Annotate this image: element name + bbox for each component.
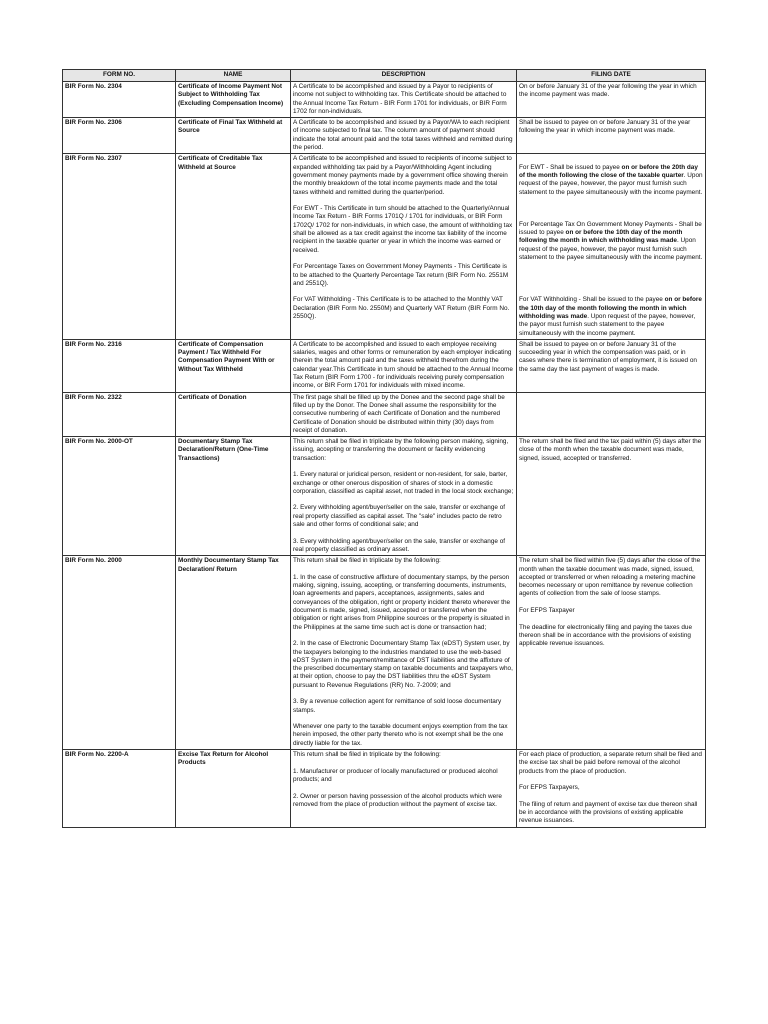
filing-text: For EWT - Shall be issued to payee: [519, 163, 622, 171]
filing-paragraph: For EFPS Taxpayers,: [519, 784, 580, 792]
header-description: DESCRIPTION: [291, 70, 517, 82]
filing-text: For VAT Withholding - Shall be issued to the payee: [519, 296, 665, 304]
description-paragraph: A Certificate to be accomplished and issued to each employee receiving salaries, wages and other forms or remuneration by each employer indicating therein the total amount paid and the taxes withheld therefrom during the calendar year.This Certificate in turn should be attached to the Annual Income Tax Return (BIR Form 1700 - for individuals receiving purely compensation income, or BIR Form 1701 for individuals with mixed income.: [293, 340, 513, 390]
form-name: Certificate of Compensation Payment / Tax Withheld For Compensation Payment With or Without Tax Withheld: [176, 339, 291, 392]
form-name: Certificate of Income Payment Not Subject to Withholding Tax (Excluding Compensation Income): [176, 82, 291, 118]
form-number: BIR Form No. 2200-A: [63, 750, 176, 828]
form-table-page: [62, 69, 705, 828]
description-paragraph: 2. Every withholding agent/buyer/seller on the sale, transfer or exchange of real property classified as capital asset. The "sale" includes pacto de retro sale and other forms of conditional sale; and: [293, 504, 506, 529]
filing-paragraph: The deadline for electronically filing and paying the taxes due thereon shall be in accordance with the provisions of existing applicable revenue issuances.: [519, 623, 693, 648]
form-number: BIR Form No. 2307: [63, 154, 176, 339]
description-paragraph: 2. Owner or person having possession of the alcohol products which were removed from the place of production without the payment of excise tax.: [293, 792, 502, 808]
filing-paragraph: The filing of return and payment of excise tax due thereon shall be in accordance with the provisions of existing applicable revenue issuances.: [519, 800, 698, 825]
form-name: Certificate of Donation: [176, 392, 291, 436]
description-paragraph: For Percentage Taxes on Government Money Payments - This Certificate is to be attached to the Quarterly Percentage Tax return (BIR Form No. 2551M and 2551Q).: [293, 263, 509, 287]
form-name: Excise Tax Return for Alcohol Products: [176, 750, 291, 828]
filing-date: On or before January 31 of the year following the year in which the income payment was made.: [517, 82, 706, 118]
description-paragraph: 3. By a revenue collection agent for remittance of sold loose documentary stamps.: [293, 698, 502, 714]
filing-date: [517, 556, 706, 750]
form-description: [291, 750, 517, 828]
description-paragraph: This return shall be filed in triplicate by the following:: [293, 751, 441, 759]
form-name: Certificate of Final Tax Withheld at Source: [176, 118, 291, 154]
table-row: [63, 392, 706, 436]
form-description: [291, 339, 517, 392]
filing-date: Shall be issued to payee on or before January 31 of the succeeding year in which the compensation was paid, or in cases where there is termination of employment, it is issued on the same day the last payment of wages is made.: [517, 339, 706, 392]
description-paragraph: This return shall be filed in triplicate by the following person making, signing, issuing, accepting or transferring the document or facility evidencing transaction:: [293, 438, 509, 462]
filing-paragraph-ewt: [519, 164, 703, 197]
filing-paragraph-percentage: [519, 221, 703, 262]
description-paragraph: Whenever one party to the taxable document enjoys exemption from the tax herein imposed, the other party thereto who is not exempt shall be the one directly liable for the tax.: [293, 723, 508, 747]
filing-deadline-bold: on or before the 20th day of the month following the close of the taxable quarter: [519, 163, 698, 179]
form-number: BIR Form No. 2316: [63, 339, 176, 392]
filing-date: [517, 154, 706, 339]
form-description: [291, 556, 517, 750]
table-row: [63, 750, 706, 828]
filing-date: Shall be issued to payee on or before January 31 of the year following the year in which income payment was made.: [517, 118, 706, 154]
bir-forms-table: [62, 69, 706, 828]
filing-text: . Upon request of the payee, however, the payor must furnish such statement to the payee simultaneously with the income payment.: [519, 237, 703, 262]
form-description: [291, 82, 517, 118]
description-paragraph: For VAT Withholding - This Certificate is to be attached to the Monthly VAT Declaration (BIR Form No. 2550M) and Quarterly VAT Return (BIR Form No. 2550Q).: [293, 296, 510, 321]
filing-date: [517, 392, 706, 436]
table-row: [63, 118, 706, 154]
filing-text: For Percentage Tax On Government Money Payments - Shall be issued to payee: [519, 220, 702, 237]
filing-paragraph-vat: [519, 296, 703, 337]
table-row: [63, 82, 706, 118]
filing-text: . Upon request of the payee, however, the payor must furnish such statement to the payee simultaneously with the income payment.: [519, 312, 696, 337]
description-paragraph: This return shall be filed in triplicate by the following:: [293, 557, 441, 565]
description-paragraph: For EWT - This Certificate in turn should be attached to the Quarterly/Annual Income Tax Return - BIR Forms 1701Q / 1701 for individuals, or BIR Form 1702Q/ 1702 for non-individuals, in which case, the amount of withholding tax shall be allowed as a tax credit against the income tax liability of the income recipient in the taxable quarter or year in which the income was earned or received.: [293, 205, 513, 254]
form-number: BIR Form No. 2306: [63, 118, 176, 154]
filing-date: [517, 750, 706, 828]
filing-text: . Upon request of the payee, however, the payor must furnish such statement to the payee simultaneously with the income payment.: [519, 171, 703, 196]
description-paragraph: A Certificate to be accomplished and issued to recipients of income subject to expanded withholding tax paid by a Payor/Withholding Agent including government money payments made by a government office showing therein the monthly breakdown of the total income payments made and the total taxes withheld and remitted during the quarter/period.: [293, 155, 512, 196]
header-filing-date: FILING DATE: [517, 70, 706, 82]
table-row: [63, 556, 706, 750]
description-paragraph: A Certificate to be accomplished and issued by a Payor/WA to each recipient of income subjected to final tax. The column amount of payment should indicate the total amount paid and the total taxes withheld and remitted during the period.: [293, 119, 513, 152]
filing-paragraph: For each place of production, a separate return shall be filed and the excise tax shall be paid before removal of the alcohol products from the place of production.: [519, 751, 702, 775]
description-paragraph: 1. Every natural or juridical person, resident or non-resident, for sale, barter, exchange or other onerous disposition of shares of stock in a domestic corporation, classified as capital asset, not traded in the local stock exchange;: [293, 471, 514, 495]
filing-deadline-bold: on or before the 10th day of the month following the month in which withholding was made: [519, 296, 702, 320]
form-number: BIR Form No. 2000-OT: [63, 437, 176, 556]
form-description: [291, 118, 517, 154]
header-form-no: FORM NO.: [63, 70, 176, 82]
filing-paragraph: For EFPS Taxpayer: [519, 607, 575, 615]
form-name: Monthly Documentary Stamp Tax Declaration/ Return: [176, 556, 291, 750]
filing-deadline-bold: on or before the 10th day of the month following the month in which withholding was made: [519, 229, 683, 245]
form-description: [291, 392, 517, 436]
header-row: [63, 70, 706, 82]
table-row: [63, 154, 706, 339]
description-paragraph: 1. Manufacturer or producer of locally manufactured or produced alcohol products; and: [293, 767, 498, 783]
filing-date: The return shall be filed and the tax paid within (5) days after the close of the month when the taxable document was made, signed, issued, accepted or transferred.: [517, 437, 706, 556]
form-number: BIR Form No. 2322: [63, 392, 176, 436]
form-name: Certificate of Creditable Tax Withheld at Source: [176, 154, 291, 339]
form-description: [291, 154, 517, 339]
form-description: [291, 437, 517, 556]
filing-paragraph: The return shall be filed within five (5) days after the close of the month when the taxable document was made, signed, issued, accepted or transferred or when reloading a metering machine becomes necessary or upon remittance by revenue collection agents of collection from the sale of loose stamps.: [519, 557, 701, 598]
form-number: BIR Form No. 2304: [63, 82, 176, 118]
description-paragraph: 3. Every withholding agent/buyer/seller on the sale, transfer or exchange of real property classified as ordinary asset.: [293, 537, 506, 553]
form-name: Documentary Stamp Tax Declaration/Return (One-Time Transactions): [176, 437, 291, 556]
description-paragraph: A Certificate to be accomplished and issued by a Payor to recipients of income not subject to withholding tax. This Certificate should be attached to the Annual Income Tax Return - BIR Form 1701 for individuals, or BIR Form 1702 for non-individuals.: [293, 83, 507, 115]
table-row: [63, 437, 706, 556]
form-number: BIR Form No. 2000: [63, 556, 176, 750]
table-row: [63, 339, 706, 392]
description-paragraph: 1. In the case of constructive affixture of documentary stamps, by the person making, signing, issuing, accepting, or transferring documents, instruments, loan agreements and papers, acceptances, assignments, sales and conveyances of the obligation, right or property incident thereto wherever the document is made, signed, issued, accepted or transferred when the obligation or right arises from Philippine sources or the property is situated in the Philippines at the same time such act is done or transaction had;: [293, 573, 511, 631]
header-name: NAME: [176, 70, 291, 82]
description-paragraph: The first page shall be filled up by the Donee and the second page shall be filled up by the Donor. The Donee shall assume the responsibility for the consecutive numbering of each Certificate of Donation and the numbered Certificate of Donation should be distributed within thirty (30) days from receipt of donation.: [293, 393, 505, 434]
description-paragraph: 2. In the case of Electronic Documentary Stamp Tax (eDST) System user, by the taxpayers belonging to the industries mandated to use the web-based eDST System in the payment/remittance of DST liabilities and the affixture of the prescribed documentary stamp on taxable documents and taxpayers who, at their option, choose to pay the DST liabilities thru the eDST System pursuant to Revenue Regulations (RR) No. 7-2009; and: [293, 640, 513, 689]
